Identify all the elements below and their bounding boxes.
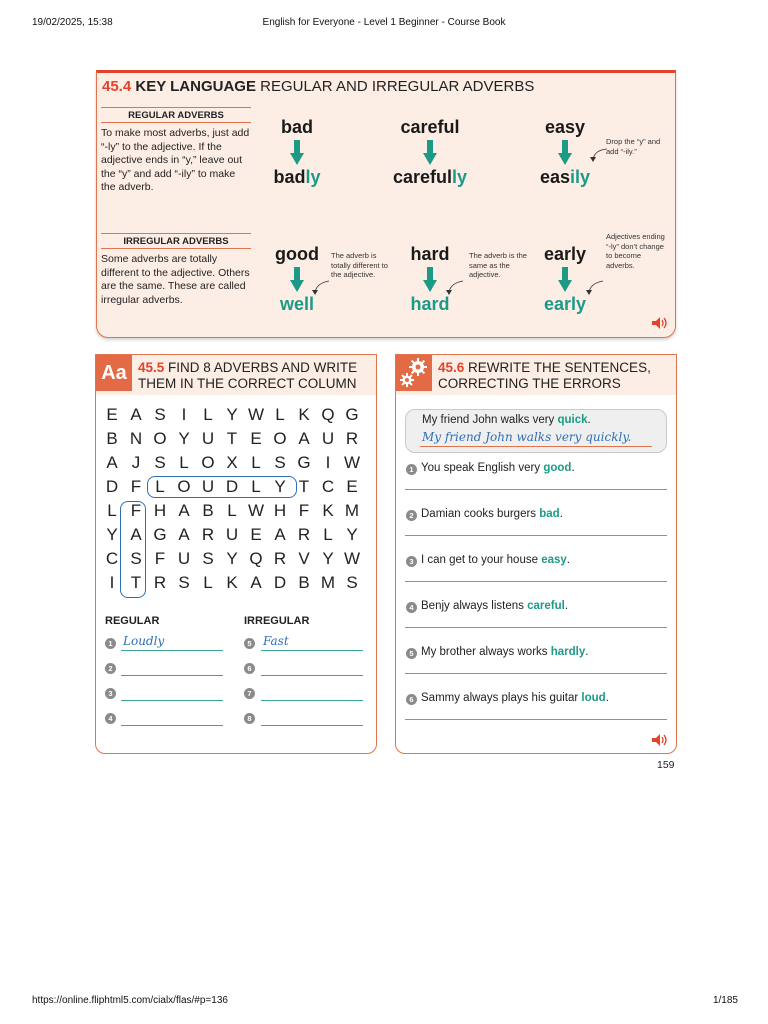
grid-letter[interactable]: I: [109, 573, 115, 592]
irregular-answer-field[interactable]: [261, 685, 363, 701]
regular-number: 3: [105, 688, 116, 699]
grid-letter[interactable]: L: [251, 453, 261, 472]
irregular-answer-text: Fast: [263, 634, 289, 648]
irregular-answer-field[interactable]: [261, 660, 363, 676]
regular-number: 2: [105, 663, 116, 674]
grid-letter[interactable]: Q: [249, 549, 263, 568]
found-word-fast: [120, 501, 146, 598]
regular-answer-text: Loudly: [123, 634, 165, 648]
adjective: careful: [400, 117, 460, 137]
print-header: [0, 17, 768, 31]
grid-letter[interactable]: L: [179, 453, 189, 472]
rewrite-answer-field[interactable]: [405, 489, 667, 490]
adverb: carefully: [392, 167, 468, 187]
grid-letter[interactable]: H: [273, 501, 287, 520]
page-count: 1/185: [712, 995, 738, 1006]
gear-icon: [396, 355, 432, 391]
rewrite-sentence: You speak English very good.: [421, 462, 575, 474]
adverb: well: [279, 294, 314, 314]
grid-letter[interactable]: U: [177, 549, 191, 568]
grid-letter[interactable]: M: [320, 573, 336, 592]
grid-letter[interactable]: A: [130, 405, 142, 424]
note-arrow-icon: [307, 279, 331, 297]
grid-letter[interactable]: A: [250, 573, 262, 592]
grid-letter[interactable]: W: [343, 549, 361, 568]
arrow-down-icon: [423, 267, 437, 292]
irregular-number: 5: [244, 638, 255, 649]
rewrite-sentence: I can get to your house easy.: [421, 554, 570, 566]
print-datetime: 19/02/2025, 15:38: [32, 17, 113, 28]
rewrite-sentence: Benjy always listens careful.: [421, 600, 569, 612]
grid-letter[interactable]: S: [154, 405, 166, 424]
grid-letter[interactable]: Y: [226, 549, 238, 568]
irregular-answer-field[interactable]: [261, 710, 363, 726]
grid-letter[interactable]: O: [153, 429, 167, 448]
irregular-number: 8: [244, 713, 255, 724]
grid-letter[interactable]: E: [250, 429, 262, 448]
find-adverbs-panel: [95, 354, 377, 754]
grid-letter[interactable]: S: [202, 549, 214, 568]
rewrite-panel: [395, 354, 677, 754]
adverb: hard: [410, 294, 450, 314]
rewrite-answer-field[interactable]: [405, 719, 667, 720]
adverb: easily: [539, 167, 591, 187]
grid-letter[interactable]: L: [251, 477, 261, 496]
grid-letter[interactable]: R: [153, 573, 167, 592]
grid-letter[interactable]: E: [250, 525, 262, 544]
regular-adverbs-text: To make most adverbs, just add “-ly” to the adjective. If the adjective ends in “y,” leave out the “y” and add “-ily” to make the adverb.: [101, 127, 250, 193]
irregular-answer-field[interactable]: [261, 635, 363, 651]
irregular-adverbs-text: Some adverbs are totally different to the adjective. Others are the same. These are called irregular adverbs.: [101, 253, 250, 306]
adjective: good: [275, 244, 319, 264]
regular-number: 4: [105, 713, 116, 724]
grid-letter[interactable]: Y: [226, 405, 238, 424]
aa-badge: Aa: [96, 355, 132, 391]
grid-letter[interactable]: K: [226, 573, 238, 592]
item-number: 3: [406, 556, 417, 567]
grid-letter[interactable]: S: [274, 453, 286, 472]
example-box: [405, 409, 667, 453]
grid-letter[interactable]: B: [106, 429, 118, 448]
grid-letter[interactable]: R: [273, 549, 287, 568]
grid-letter[interactable]: U: [201, 477, 215, 496]
grid-letter[interactable]: G: [345, 405, 359, 424]
grid-letter[interactable]: W: [343, 453, 361, 472]
find-adverbs-title: 45.5 FIND 8 ADVERBS AND WRITE THEM IN THE CORRECT COLUMN: [138, 360, 358, 391]
regular-answer-field[interactable]: [121, 635, 223, 651]
item-number: 6: [406, 694, 417, 705]
grid-letter[interactable]: B: [298, 573, 310, 592]
arrow-down-icon: [423, 140, 437, 165]
grid-letter[interactable]: L: [323, 525, 333, 544]
arrow-down-icon: [290, 267, 304, 292]
grid-letter[interactable]: F: [130, 501, 142, 520]
note-drop-y: Drop the “y” and add “-ily.”: [606, 137, 661, 156]
grid-letter[interactable]: R: [345, 429, 359, 448]
grid-letter[interactable]: S: [346, 573, 358, 592]
section-number: 45.4: [102, 78, 132, 95]
grid-letter[interactable]: I: [181, 405, 187, 424]
item-number: 1: [406, 464, 417, 475]
grid-letter[interactable]: G: [297, 453, 311, 472]
title-bold: KEY LANGUAGE: [135, 78, 256, 95]
grid-letter[interactable]: F: [298, 501, 310, 520]
grid-letter[interactable]: Y: [106, 525, 118, 544]
grid-letter[interactable]: K: [322, 501, 334, 520]
regular-number: 1: [105, 638, 116, 649]
grid-letter[interactable]: A: [130, 525, 142, 544]
grid-letter[interactable]: Y: [346, 525, 358, 544]
grid-letter[interactable]: A: [178, 501, 190, 520]
rewrite-answer-field[interactable]: [405, 581, 667, 582]
grid-letter[interactable]: O: [201, 453, 215, 472]
grid-letter[interactable]: L: [275, 405, 285, 424]
grid-letter[interactable]: O: [177, 477, 191, 496]
example-careful: [370, 117, 490, 188]
key-language-panel: [96, 70, 676, 338]
grid-letter[interactable]: D: [225, 477, 239, 496]
grid-letter[interactable]: L: [203, 573, 213, 592]
note-arrow-icon: [587, 147, 611, 163]
grid-letter[interactable]: S: [154, 453, 166, 472]
grid-letter[interactable]: K: [298, 405, 310, 424]
adjective: early: [543, 244, 587, 264]
grid-letter[interactable]: Y: [274, 477, 286, 496]
grid-letter[interactable]: C: [321, 477, 335, 496]
arrow-down-icon: [290, 140, 304, 165]
grid-letter[interactable]: U: [321, 429, 335, 448]
regular-answer-field[interactable]: [121, 660, 223, 676]
note-arrow-icon: [441, 279, 465, 297]
irregular-number: 6: [244, 663, 255, 674]
grid-letter[interactable]: A: [298, 429, 310, 448]
grid-letter[interactable]: A: [274, 525, 286, 544]
grid-letter[interactable]: E: [106, 405, 118, 424]
item-number: 2: [406, 510, 417, 521]
adjective: bad: [280, 117, 313, 137]
print-footer: [0, 995, 768, 1009]
irregular-heading: IRREGULAR: [244, 615, 310, 627]
grid-letter[interactable]: G: [153, 525, 167, 544]
grid-letter[interactable]: C: [105, 549, 119, 568]
example-bad: [237, 117, 357, 188]
regular-adverbs-heading: REGULAR ADVERBS: [101, 107, 251, 123]
irregular-adverbs-heading: IRREGULAR ADVERBS: [101, 233, 251, 249]
note-same: The adverb is the same as the adjective.: [469, 251, 527, 279]
example-answer: My friend John walks very quickly.: [422, 430, 632, 444]
speaker-icon[interactable]: [652, 317, 668, 329]
title-rest: REGULAR AND IRREGULAR ADVERBS: [260, 78, 535, 95]
grid-letter[interactable]: F: [130, 477, 142, 496]
page-number: 159: [657, 759, 675, 771]
regular-heading: REGULAR: [105, 615, 160, 627]
regular-answer-field[interactable]: [121, 710, 223, 726]
arrow-down-icon: [558, 267, 572, 292]
grid-letter[interactable]: X: [226, 453, 238, 472]
grid-letter[interactable]: R: [297, 525, 311, 544]
grid-letter[interactable]: S: [130, 549, 142, 568]
grid-letter[interactable]: O: [273, 429, 287, 448]
grid-letter[interactable]: L: [203, 405, 213, 424]
grid-letter[interactable]: T: [130, 573, 142, 592]
arrow-down-icon: [558, 140, 572, 165]
grid-letter[interactable]: I: [325, 453, 331, 472]
adverb: badly: [273, 167, 321, 187]
grid-letter[interactable]: E: [346, 477, 358, 496]
adjective: easy: [544, 117, 586, 137]
rewrite-sentence: Sammy always plays his guitar loud.: [421, 692, 609, 704]
note-ending-ly: Adjectives ending “-ly” don’t change to become adverbs.: [606, 232, 665, 270]
page-url[interactable]: https://online.fliphtml5.com/cialx/flas/#p=136: [32, 995, 228, 1006]
regular-answer-field[interactable]: [121, 685, 223, 701]
grid-letter[interactable]: Y: [322, 549, 334, 568]
find-adverbs-header: [96, 355, 376, 395]
grid-letter[interactable]: B: [202, 501, 214, 520]
grid-letter[interactable]: D: [105, 477, 119, 496]
key-language-title: [102, 78, 534, 95]
grid-letter[interactable]: S: [178, 573, 190, 592]
note-totally-different: The adverb is totally different to the adjective.: [331, 251, 388, 279]
grid-letter[interactable]: D: [273, 573, 287, 592]
rewrite-header: [396, 355, 676, 395]
grid-letter[interactable]: R: [201, 525, 215, 544]
rewrite-title: 45.6 REWRITE THE SENTENCES, CORRECTING THE ERRORS: [438, 360, 651, 391]
grid-letter[interactable]: W: [247, 405, 265, 424]
item-number: 4: [406, 602, 417, 613]
example-answer-line: [420, 446, 652, 447]
grid-letter[interactable]: H: [153, 501, 167, 520]
grid-letter[interactable]: A: [178, 525, 190, 544]
found-word-loudly: [147, 476, 297, 498]
rewrite-sentence: Damian cooks burgers bad.: [421, 508, 563, 520]
grid-letter[interactable]: T: [226, 429, 238, 448]
item-number: 5: [406, 648, 417, 659]
grid-letter[interactable]: M: [344, 501, 360, 520]
grid-letter[interactable]: A: [106, 453, 118, 472]
grid-letter[interactable]: U: [201, 429, 215, 448]
grid-letter[interactable]: L: [227, 501, 237, 520]
grid-letter[interactable]: L: [107, 501, 117, 520]
grid-letter[interactable]: Q: [321, 405, 335, 424]
grid-letter[interactable]: W: [247, 501, 265, 520]
print-title: English for Everyone - Level 1 Beginner - Course Book: [262, 17, 506, 28]
grid-letter[interactable]: U: [225, 525, 239, 544]
grid-letter[interactable]: F: [154, 549, 166, 568]
rewrite-answer-field[interactable]: [405, 535, 667, 536]
adjective: hard: [410, 244, 450, 264]
adverb: early: [543, 294, 587, 314]
grid-letter[interactable]: N: [129, 429, 143, 448]
grid-letter[interactable]: Y: [178, 429, 190, 448]
grid-letter[interactable]: V: [298, 549, 310, 568]
grid-letter[interactable]: J: [131, 453, 141, 472]
speaker-icon[interactable]: [652, 734, 668, 746]
rewrite-sentence: My brother always works hardly.: [421, 646, 589, 658]
rewrite-answer-field[interactable]: [405, 673, 667, 674]
example-sentence: My friend John walks very quick.: [422, 414, 591, 426]
grid-letter[interactable]: L: [155, 477, 165, 496]
rewrite-answer-field[interactable]: [405, 627, 667, 628]
irregular-number: 7: [244, 688, 255, 699]
note-arrow-icon: [581, 279, 605, 297]
grid-letter[interactable]: T: [298, 477, 310, 496]
